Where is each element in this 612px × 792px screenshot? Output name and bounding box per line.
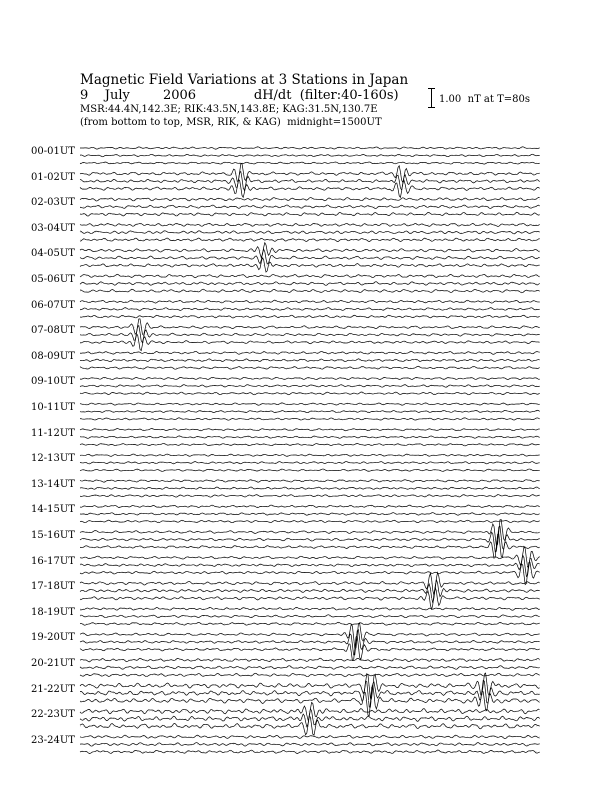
scale-label: 1.00 nT at T=80s bbox=[439, 94, 530, 105]
hour-label: 03-04UT bbox=[31, 222, 75, 234]
hour-label: 14-15UT bbox=[31, 504, 75, 516]
trace-msr-18-19UT bbox=[80, 622, 540, 625]
trace-kag-00-01UT bbox=[80, 147, 540, 149]
hour-label: 18-19UT bbox=[31, 606, 75, 618]
hour-label: 21-22UT bbox=[31, 683, 75, 695]
hour-label: 08-09UT bbox=[31, 350, 75, 362]
trace-kag-15-16UT bbox=[80, 520, 540, 546]
trace-msr-08-09UT bbox=[80, 366, 540, 369]
trace-msr-19-20UT bbox=[80, 636, 540, 661]
trace-msr-10-11UT bbox=[80, 418, 540, 420]
trace-msr-06-07UT bbox=[80, 315, 540, 318]
trace-kag-11-12UT bbox=[80, 429, 540, 431]
hour-label: 17-18UT bbox=[31, 581, 75, 593]
trace-msr-20-21UT bbox=[80, 673, 540, 677]
trace-rik-03-04UT bbox=[80, 231, 540, 234]
hour-label: 10-11UT bbox=[31, 402, 75, 413]
trace-rik-10-11UT bbox=[80, 410, 540, 412]
hour-label: 22-23UT bbox=[31, 709, 75, 721]
hour-label: 15-16UT bbox=[31, 530, 75, 541]
trace-rik-13-14UT bbox=[80, 487, 540, 489]
trace-msr-02-03UT bbox=[80, 212, 540, 216]
trace-msr-11-12UT bbox=[80, 443, 540, 445]
hour-label: 20-21UT bbox=[31, 658, 75, 669]
trace-kag-18-19UT bbox=[80, 607, 540, 610]
trace-rik-15-16UT bbox=[80, 526, 540, 552]
trace-rik-22-23UT bbox=[80, 709, 540, 727]
trace-msr-12-13UT bbox=[80, 469, 540, 471]
trace-rik-02-03UT bbox=[80, 205, 540, 209]
trace-msr-04-05UT bbox=[80, 258, 540, 272]
trace-msr-03-04UT bbox=[80, 238, 540, 242]
hour-label: 06-07UT bbox=[31, 299, 75, 311]
trace-kag-04-05UT bbox=[80, 243, 540, 258]
trace-rik-06-07UT bbox=[80, 308, 540, 311]
trace-kag-06-07UT bbox=[80, 300, 540, 303]
hour-label: 16-17UT bbox=[31, 555, 75, 567]
trace-kag-08-09UT bbox=[80, 351, 540, 354]
hour-label: 07-08UT bbox=[31, 325, 75, 337]
hour-label: 13-14UT bbox=[31, 478, 75, 490]
trace-msr-00-01UT bbox=[80, 162, 540, 164]
trace-kag-03-04UT bbox=[80, 223, 540, 226]
trace-kag-20-21UT bbox=[80, 658, 540, 662]
hour-label: 04-05UT bbox=[31, 248, 75, 260]
trace-kag-10-11UT bbox=[80, 403, 540, 405]
trace-rik-05-06UT bbox=[80, 282, 540, 286]
hour-label: 02-03UT bbox=[31, 197, 75, 209]
chart-title: Magnetic Field Variations at 3 Stations in Japan bbox=[80, 72, 409, 88]
hour-label: 05-06UT bbox=[31, 274, 75, 285]
trace-kag-19-20UT bbox=[80, 623, 540, 648]
hour-label: 01-02UT bbox=[31, 171, 75, 183]
hour-label: 00-01UT bbox=[31, 146, 75, 157]
trace-rik-00-01UT bbox=[80, 154, 540, 157]
hour-label: 12-13UT bbox=[31, 453, 75, 465]
trace-kag-07-08UT bbox=[80, 319, 540, 335]
hour-label: 23-24UT bbox=[31, 734, 75, 746]
trace-rik-04-05UT bbox=[80, 249, 540, 264]
trace-rik-12-13UT bbox=[80, 462, 540, 464]
trace-msr-14-15UT bbox=[80, 520, 540, 523]
trace-rik-11-12UT bbox=[80, 436, 540, 438]
trace-kag-17-18UT bbox=[80, 573, 540, 596]
station-coordinates: MSR:44.4N,142.3E; RIK:43.5N,143.8E; KAG:31.5N,130.7E bbox=[80, 104, 378, 115]
trace-msr-07-08UT bbox=[80, 335, 540, 351]
hour-label: 11-12UT bbox=[31, 427, 75, 439]
trace-rik-09-10UT bbox=[80, 385, 540, 388]
trace-kag-16-17UT bbox=[80, 547, 540, 567]
hour-label: 19-20UT bbox=[31, 632, 75, 644]
hour-label: 09-10UT bbox=[31, 376, 75, 388]
trace-kag-21-22UT bbox=[80, 673, 540, 698]
trace-msr-15-16UT bbox=[80, 534, 540, 558]
station-order-note: (from bottom to top, MSR, RIK, & KAG) midnight=1500UT bbox=[80, 117, 382, 128]
chart-subtitle: 9 July 2006 dH/dt (filter:40-160s) bbox=[80, 88, 399, 103]
trace-kag-14-15UT bbox=[80, 505, 540, 508]
